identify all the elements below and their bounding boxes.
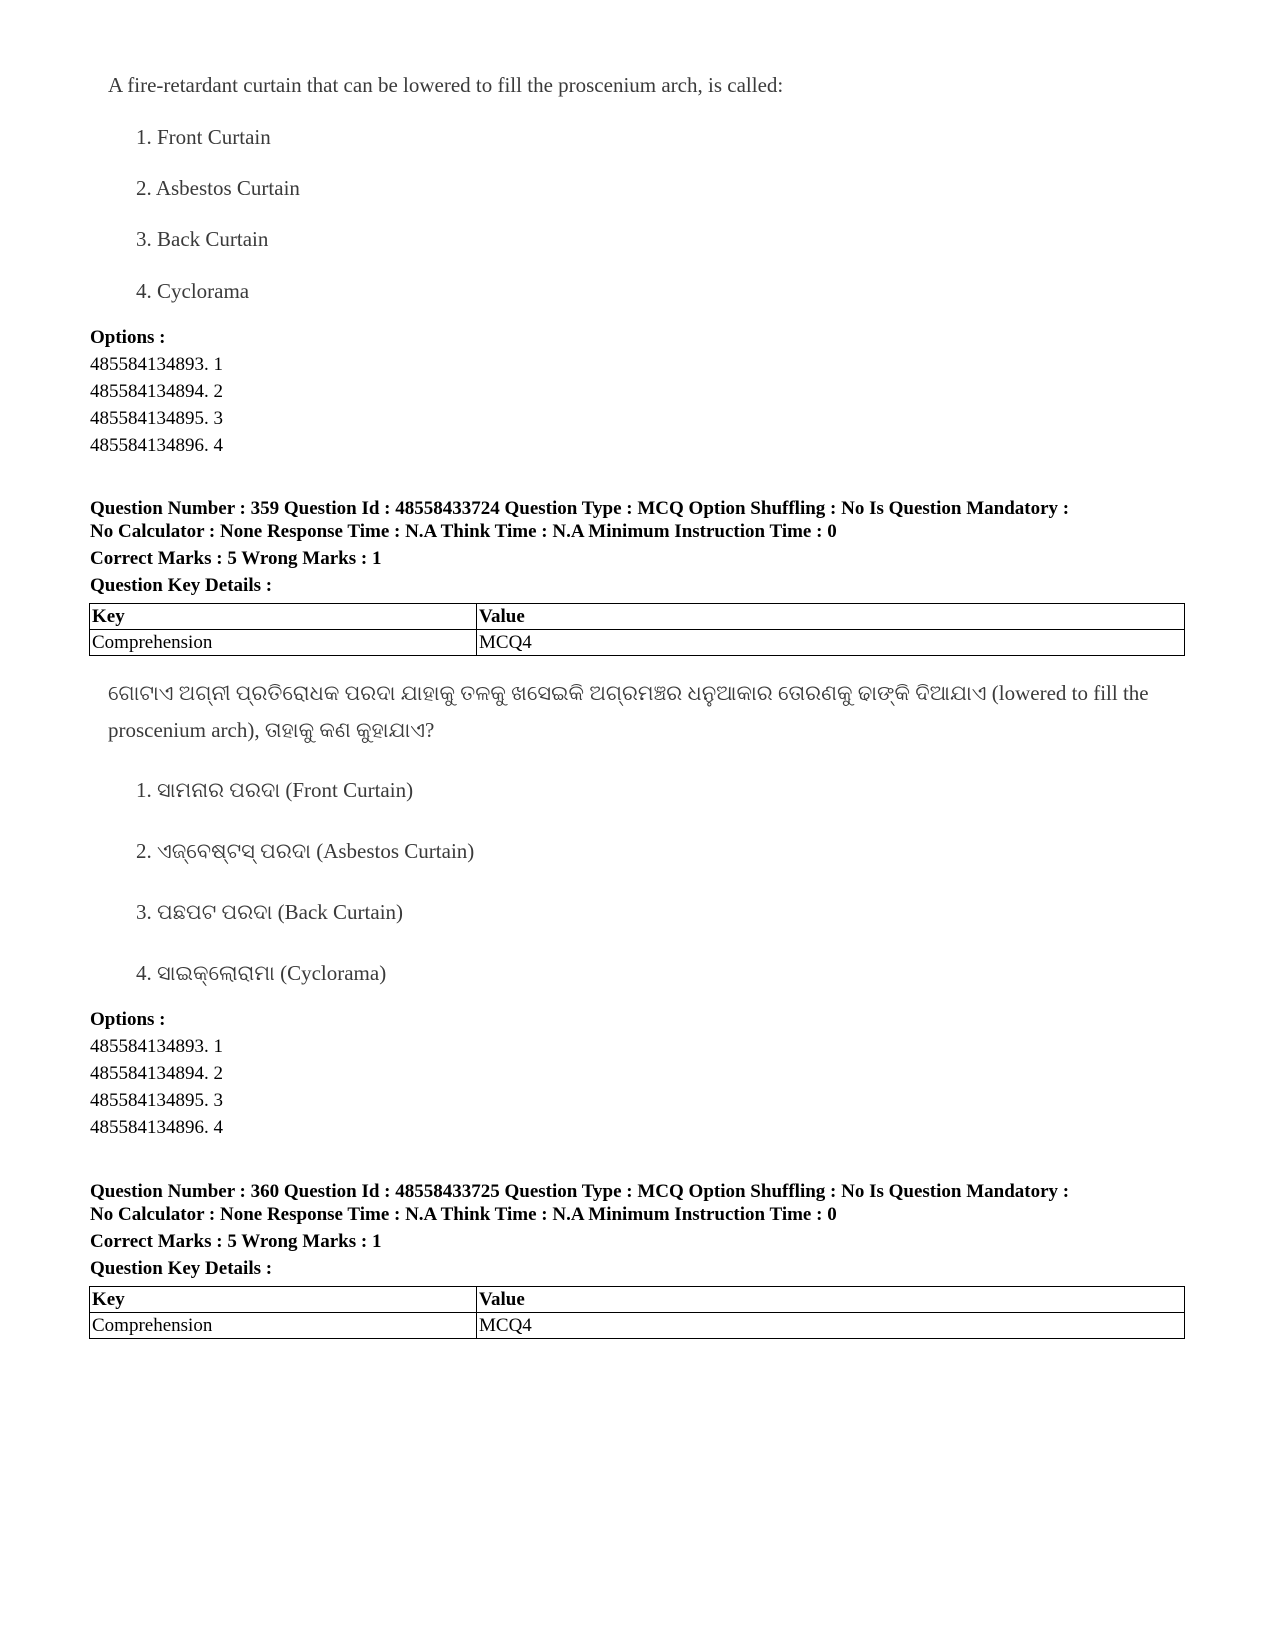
value-header: Value — [477, 1287, 1185, 1313]
table-row — [90, 630, 1185, 656]
option-line: 485584134894. 2 — [90, 1063, 223, 1084]
question-meta-line2: No Calculator : None Response Time : N.A Think Time : N.A Minimum Instruction Time : 0 — [90, 521, 837, 542]
option-line: 485584134893. 1 — [90, 354, 223, 375]
key-details-table — [89, 1286, 1185, 1339]
marks-line: Correct Marks : 5 Wrong Marks : 1 — [90, 1231, 382, 1252]
choice-4: 4. Cyclorama — [136, 279, 250, 303]
key-cell: Comprehension — [90, 1313, 477, 1339]
key-details-label: Question Key Details : — [90, 575, 273, 596]
choice-2: 2. ଏଜ୍ବେଷ୍ଟସ୍ ପରଦା (Asbestos Curtain) — [136, 839, 475, 863]
option-line: 485584134895. 3 — [90, 1090, 223, 1111]
value-cell: MCQ4 — [477, 630, 1185, 656]
options-label: Options : — [90, 1009, 166, 1030]
option-line: 485584134896. 4 — [90, 1117, 223, 1138]
marks-line: Correct Marks : 5 Wrong Marks : 1 — [90, 548, 382, 569]
table-row — [90, 1313, 1185, 1339]
options-label: Options : — [90, 327, 166, 348]
question-text: A fire-retardant curtain that can be lowered to fill the proscenium arch, is called: — [108, 73, 784, 97]
key-header: Key — [90, 1287, 477, 1313]
choice-1: 1. ସାମନାର ପରଦା (Front Curtain) — [136, 778, 414, 802]
choice-1: 1. Front Curtain — [136, 125, 271, 149]
question-text-line1: ଗୋଟାଏ ଅଗ୍ନୀ ପ୍ରତିରୋଧକ ପରଦା ଯାହାକୁ ତଳକୁ ଖସେଇକି ଅଗ୍ରମଞ୍ଚର ଧନୁଆକାର ତୋରଣକୁ ଢାଙ୍କି ଦିଆଯାଏ (lowered to fill the — [108, 681, 1149, 705]
choice-4: 4. ସାଇକ୍ଲୋରାମା (Cyclorama) — [136, 961, 387, 985]
table-header-row — [90, 604, 1185, 630]
choice-3: 3. Back Curtain — [136, 227, 269, 251]
key-details-table — [89, 603, 1185, 656]
option-line: 485584134894. 2 — [90, 381, 223, 402]
key-cell: Comprehension — [90, 630, 477, 656]
key-header: Key — [90, 604, 477, 630]
table-header-row — [90, 1287, 1185, 1313]
option-line: 485584134896. 4 — [90, 435, 223, 456]
choice-3: 3. ପଛପଟ ପରଦା (Back Curtain) — [136, 900, 404, 924]
question-meta-line1: Question Number : 360 Question Id : 48558433725 Question Type : MCQ Option Shuffling : No Is Question Mandatory : — [90, 1181, 1070, 1202]
option-line: 485584134895. 3 — [90, 408, 223, 429]
choice-2: 2. Asbestos Curtain — [136, 176, 300, 200]
value-cell: MCQ4 — [477, 1313, 1185, 1339]
option-line: 485584134893. 1 — [90, 1036, 223, 1057]
value-header: Value — [477, 604, 1185, 630]
question-meta-line2: No Calculator : None Response Time : N.A Think Time : N.A Minimum Instruction Time : 0 — [90, 1204, 837, 1225]
question-text-line2: proscenium arch), ତାହାକୁ କଣ କୁହାଯାଏ? — [108, 718, 435, 742]
question-meta-line1: Question Number : 359 Question Id : 48558433724 Question Type : MCQ Option Shuffling : No Is Question Mandatory : — [90, 498, 1070, 519]
key-details-label: Question Key Details : — [90, 1258, 273, 1279]
